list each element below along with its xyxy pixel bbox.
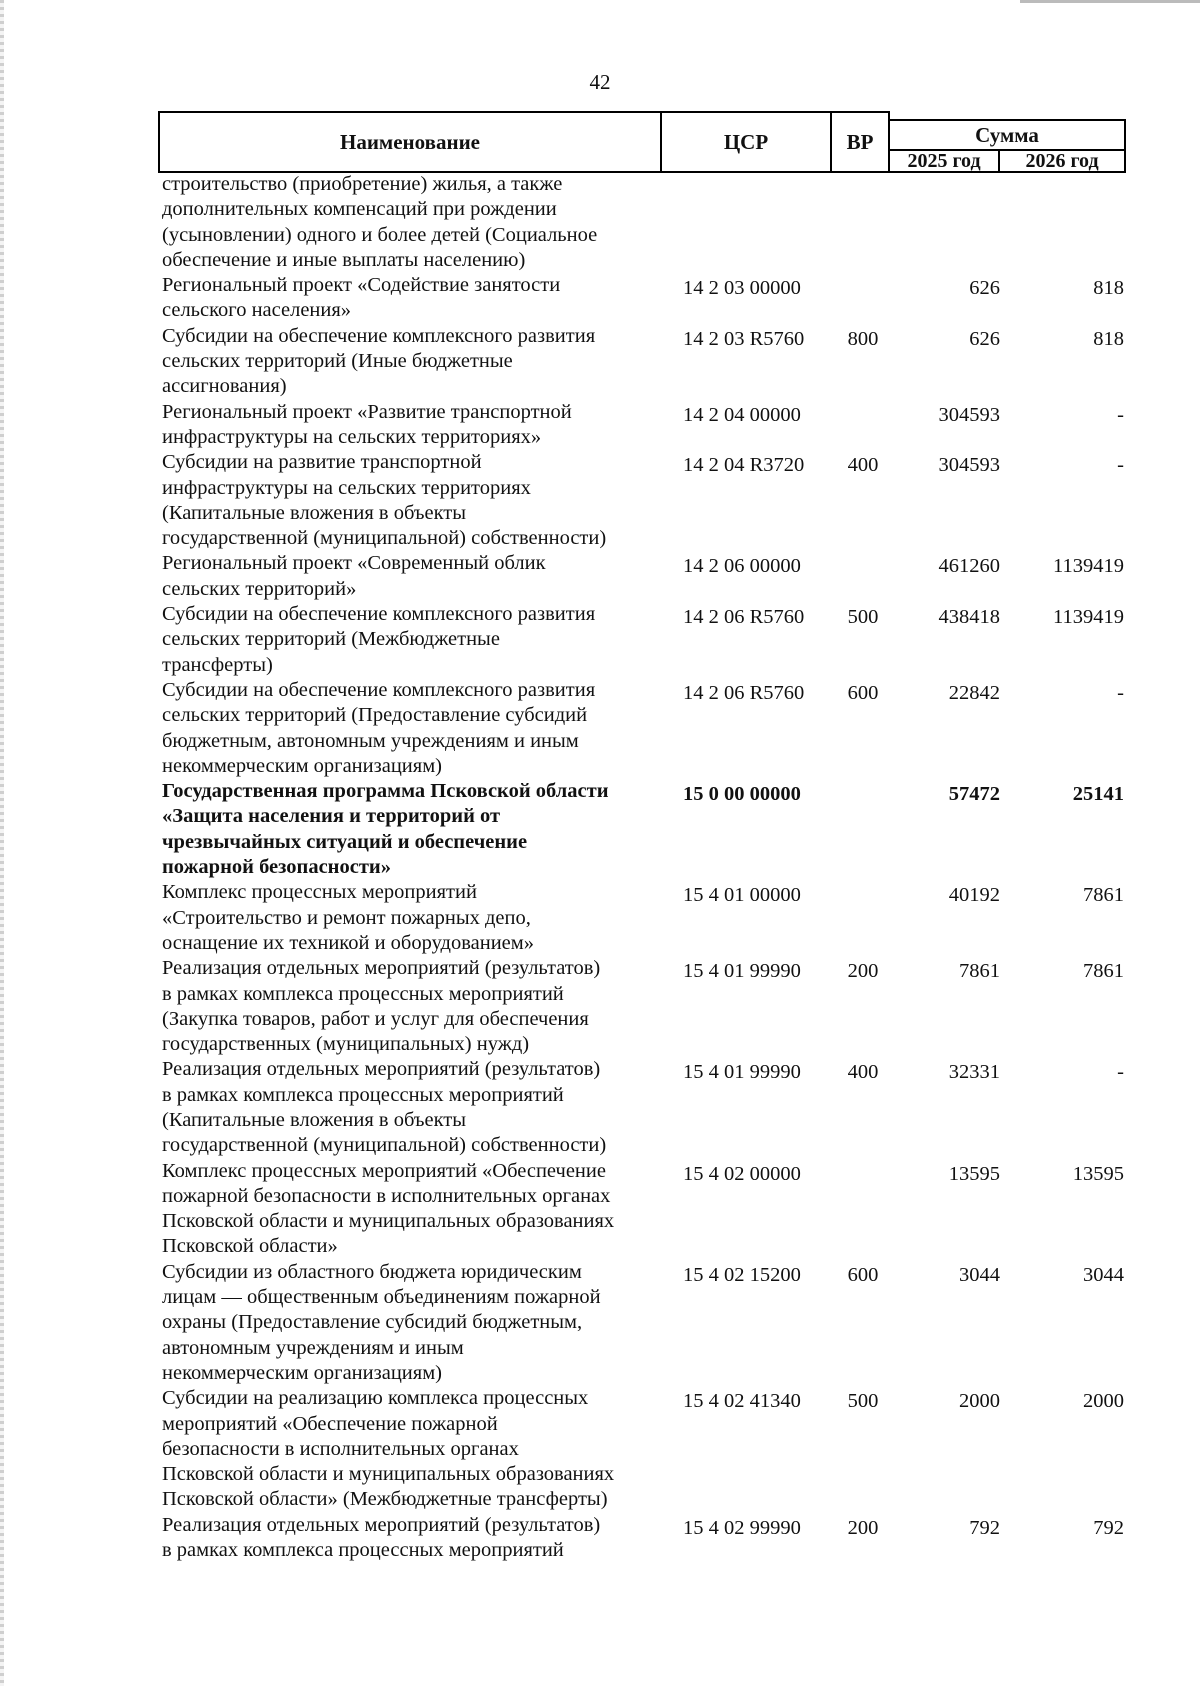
row-sum-2026: - — [1117, 1061, 1124, 1084]
row-name-line: чрезвычайных ситуаций и обеспечение — [162, 830, 528, 853]
table-row — [162, 1057, 1122, 1158]
row-name-line: некоммерческим организациям) — [162, 1361, 442, 1384]
table-row — [162, 1159, 1122, 1260]
row-sum-2025: 40192 — [948, 884, 1000, 907]
table-row — [162, 400, 1122, 451]
row-csr: 15 0 00 00000 — [683, 783, 801, 806]
row-name-line: инфраструктуры на сельских территориях — [162, 476, 531, 499]
table-row — [162, 880, 1122, 956]
row-name-line: (Закупка товаров, работ и услуг для обеспечения — [162, 1007, 589, 1030]
row-csr: 14 2 04 00000 — [683, 403, 801, 426]
row-csr: 14 2 03 00000 — [683, 277, 801, 300]
row-name-line: лицам — общественным объединениям пожарной — [162, 1286, 601, 1309]
row-sum-2025: 13595 — [948, 1162, 1000, 1185]
row-name-line: дополнительных компенсаций при рождении — [162, 198, 557, 221]
row-csr: 15 4 01 99990 — [683, 960, 801, 983]
row-name — [162, 450, 657, 551]
row-sum-2025: 2000 — [959, 1390, 1000, 1413]
row-name-line: Субсидии на обеспечение комплексного развития — [162, 324, 596, 347]
row-name-line: сельских территорий (Предоставление субсидий — [162, 704, 588, 727]
row-name-line: сельского населения» — [162, 299, 352, 322]
row-sum-2026: 818 — [1093, 277, 1124, 300]
row-sum-2026: 7861 — [1083, 884, 1124, 907]
row-vr: 500 — [847, 1390, 879, 1413]
table-row — [162, 602, 1122, 678]
table-row — [162, 551, 1122, 602]
row-name — [162, 1513, 657, 1564]
row-sum-2026: 1139419 — [1053, 555, 1124, 578]
row-name — [162, 1159, 657, 1260]
row-name-line: пожарной безопасности» — [162, 856, 391, 879]
row-name-line: Псковской области и муниципальных образованиях — [162, 1210, 615, 1233]
row-vr: 200 — [847, 960, 879, 983]
row-name-line: Комплекс процессных мероприятий «Обеспечение — [162, 1159, 606, 1182]
row-csr: 14 2 06 R5760 — [683, 681, 805, 704]
row-name — [162, 779, 657, 880]
table-row — [162, 779, 1122, 880]
row-sum-2025: 7861 — [959, 960, 1000, 983]
row-sum-2026: 7861 — [1083, 960, 1124, 983]
row-vr: 400 — [847, 1061, 879, 1084]
row-vr: 600 — [847, 681, 879, 704]
row-name-line: (усыновлении) одного и более детей (Социальное — [162, 223, 598, 246]
row-name — [162, 1057, 657, 1158]
row-name — [162, 172, 657, 273]
row-name-line: «Защита населения и территорий от — [162, 805, 501, 828]
row-csr: 15 4 02 99990 — [683, 1516, 801, 1539]
table-row — [162, 1386, 1122, 1512]
row-name-line: государственных (муниципальных) нужд) — [162, 1033, 530, 1056]
row-name-line: (Капитальные вложения в объекты — [162, 1108, 466, 1131]
row-csr: 14 2 06 R5760 — [683, 606, 805, 629]
row-name-line: Региональный проект «Современный облик — [162, 552, 546, 575]
row-name-line: (Капитальные вложения в объекты — [162, 501, 466, 524]
row-name-line: бюджетным, автономным учреждениям и иным — [162, 729, 579, 752]
row-sum-2026: 2000 — [1083, 1390, 1124, 1413]
row-name-line: строительство (приобретение) жилья, а также — [162, 173, 563, 195]
row-csr: 15 4 02 41340 — [683, 1390, 801, 1413]
row-sum-2026: 818 — [1093, 327, 1124, 350]
row-name-line: Псковской области» — [162, 1235, 338, 1258]
row-name-line: в рамках комплекса процессных мероприятий — [162, 1083, 564, 1106]
row-name-line: безопасности в исполнительных органах — [162, 1437, 519, 1460]
row-sum-2026: - — [1117, 403, 1124, 426]
table-row — [162, 172, 1122, 273]
scan-edge-top — [1020, 0, 1200, 3]
row-name-line: государственной (муниципальной) собственности) — [162, 527, 607, 550]
row-name-line: в рамках комплекса процессных мероприятий — [162, 1539, 564, 1562]
table-row — [162, 324, 1122, 400]
row-vr: 500 — [847, 606, 879, 629]
row-name — [162, 956, 657, 1057]
row-name — [162, 678, 657, 779]
row-sum-2026: 13595 — [1072, 1162, 1124, 1185]
row-name-line: Региональный проект «Содействие занятости — [162, 274, 561, 297]
row-sum-2025: 304593 — [938, 454, 1000, 477]
row-sum-2026: 25141 — [1072, 783, 1124, 806]
row-name-line: Субсидии на развитие транспортной — [162, 451, 482, 474]
row-name-line: Субсидии на обеспечение комплексного развития — [162, 603, 596, 626]
row-csr: 14 2 03 R5760 — [683, 327, 805, 350]
row-vr: 400 — [847, 454, 879, 477]
row-csr: 14 2 04 R3720 — [683, 454, 805, 477]
header-sum: Сумма — [888, 119, 1126, 151]
row-sum-2026: - — [1117, 454, 1124, 477]
table-row — [162, 450, 1122, 551]
row-name-line: оснащение их техникой и оборудованием» — [162, 931, 534, 954]
row-csr: 15 4 02 00000 — [683, 1162, 801, 1185]
row-name — [162, 880, 657, 956]
row-sum-2025: 22842 — [948, 681, 1000, 704]
table-row — [162, 1260, 1122, 1386]
row-name-line: Региональный проект «Развитие транспортной — [162, 400, 572, 423]
row-sum-2025: 626 — [969, 327, 1000, 350]
row-sum-2025: 304593 — [938, 403, 1000, 426]
table-row — [162, 678, 1122, 779]
row-name-line: Псковской области и муниципальных образованиях — [162, 1463, 615, 1486]
row-name-line: обеспечение и иные выплаты населению) — [162, 248, 526, 271]
header-csr: ЦСР — [660, 111, 832, 173]
row-vr: 800 — [847, 327, 879, 350]
header-2026: 2026 год — [998, 149, 1126, 173]
row-sum-2025: 3044 — [959, 1263, 1000, 1286]
row-sum-2026: 3044 — [1083, 1263, 1124, 1286]
row-name-line: сельских территорий (Иные бюджетные — [162, 350, 513, 373]
row-sum-2026: 1139419 — [1053, 606, 1124, 629]
header-name: Наименование — [158, 111, 662, 173]
table-body — [162, 172, 1122, 1563]
row-name-line: Комплекс процессных мероприятий — [162, 881, 477, 904]
row-sum-2025: 32331 — [948, 1061, 1000, 1084]
row-name-line: Субсидии на реализацию комплекса процессных — [162, 1387, 589, 1410]
table-row — [162, 273, 1122, 324]
row-sum-2026: - — [1117, 681, 1124, 704]
row-name-line: Реализация отдельных мероприятий (результатов) — [162, 1058, 601, 1081]
row-name-line: инфраструктуры на сельских территориях» — [162, 425, 542, 448]
row-name-line: Реализация отдельных мероприятий (результатов) — [162, 1513, 601, 1536]
row-name-line: сельских территорий» — [162, 577, 357, 600]
row-name-line: мероприятий «Обеспечение пожарной — [162, 1412, 498, 1435]
page-number: 42 — [589, 70, 611, 94]
row-name-line: Государственная программа Псковской области — [162, 780, 609, 803]
header-vr: ВР — [830, 111, 890, 173]
row-name-line: Реализация отдельных мероприятий (результатов) — [162, 957, 601, 980]
header-2025: 2025 год — [888, 149, 1000, 173]
row-name-line: охраны (Предоставление субсидий бюджетным, — [162, 1311, 583, 1334]
row-sum-2025: 438418 — [938, 606, 1000, 629]
row-sum-2025: 461260 — [938, 555, 1000, 578]
row-name — [162, 273, 657, 324]
row-name — [162, 1386, 657, 1512]
row-sum-2025: 792 — [969, 1516, 1000, 1539]
row-sum-2025: 57472 — [948, 783, 1000, 806]
row-name — [162, 400, 657, 451]
row-name-line: ассигнования) — [162, 375, 287, 398]
row-name-line: в рамках комплекса процессных мероприятий — [162, 982, 564, 1005]
table-row — [162, 956, 1122, 1057]
row-name-line: пожарной безопасности в исполнительных органах — [162, 1184, 611, 1207]
row-csr: 15 4 02 15200 — [683, 1263, 801, 1286]
row-name-line: Субсидии из областного бюджета юридическим — [162, 1260, 582, 1283]
row-sum-2026: 792 — [1093, 1516, 1124, 1539]
row-vr: 600 — [847, 1263, 879, 1286]
row-csr: 15 4 01 99990 — [683, 1061, 801, 1084]
row-name-line: некоммерческим организациям) — [162, 754, 442, 777]
row-name-line: автономным учреждениям и иным — [162, 1336, 464, 1359]
row-name-line: Псковской области» (Межбюджетные трансферты) — [162, 1488, 608, 1511]
row-name — [162, 602, 657, 678]
row-sum-2025: 626 — [969, 277, 1000, 300]
row-vr: 200 — [847, 1516, 879, 1539]
row-name — [162, 324, 657, 400]
row-name-line: трансферты) — [162, 653, 273, 676]
row-name — [162, 551, 657, 602]
row-name-line: Субсидии на обеспечение комплексного развития — [162, 678, 596, 701]
row-name-line: сельских территорий (Межбюджетные — [162, 628, 500, 651]
row-name-line: государственной (муниципальной) собственности) — [162, 1134, 607, 1157]
row-csr: 14 2 06 00000 — [683, 555, 801, 578]
row-name — [162, 1260, 657, 1386]
table-header — [158, 111, 1126, 173]
table-row — [162, 1513, 1122, 1564]
scan-edge-left — [0, 0, 4, 1686]
row-csr: 15 4 01 00000 — [683, 884, 801, 907]
row-name-line: «Строительство и ремонт пожарных депо, — [162, 906, 531, 929]
